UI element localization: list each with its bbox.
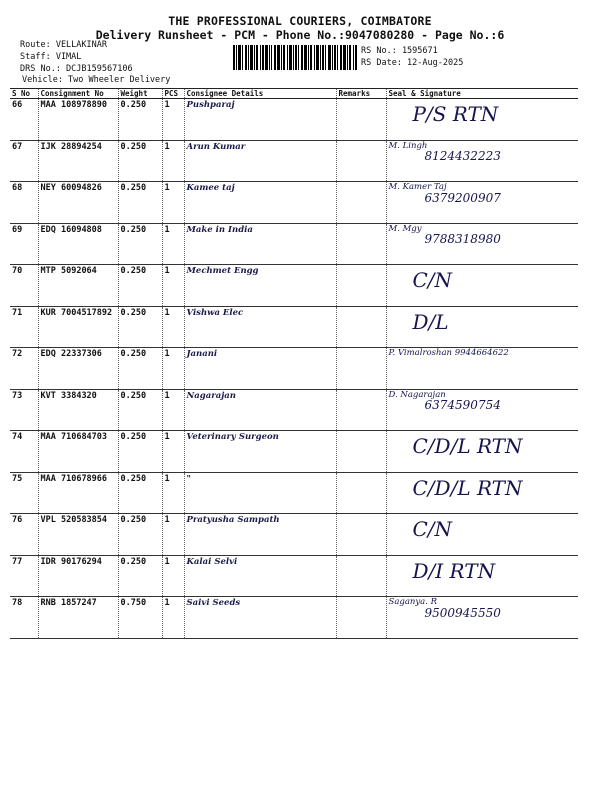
table-row (10, 182, 578, 224)
row-remarks (336, 182, 386, 224)
col-pcs: PCS (162, 89, 184, 99)
col-consignee: Consignee Details (184, 89, 336, 99)
signature-line: P/S RTN (412, 102, 499, 126)
row-signature (386, 223, 578, 265)
row-consignee: Janani (184, 348, 336, 390)
row-weight: 0.750 (118, 597, 162, 639)
row-pcs: 1 (162, 182, 184, 224)
row-consignee: Kamee taj (184, 182, 336, 224)
table-row (10, 265, 578, 307)
table-row (10, 555, 578, 597)
col-consignment: Consignment No (38, 89, 118, 99)
row-sno: 71 (10, 306, 38, 348)
row-remarks (336, 597, 386, 639)
row-pcs: 1 (162, 140, 184, 182)
runsheet-table (10, 88, 578, 639)
row-remarks (336, 389, 386, 431)
row-consignment-no: MAA 108978890 (38, 99, 118, 141)
row-signature (386, 265, 578, 307)
row-weight: 0.250 (118, 431, 162, 473)
row-consignee: Arun Kumar (184, 140, 336, 182)
row-remarks (336, 555, 386, 597)
company-title: THE PROFESSIONAL COURIERS, COIMBATORE (168, 14, 432, 28)
row-sno: 67 (10, 140, 38, 182)
row-consignee: Mechmet Engg (184, 265, 336, 307)
row-sno: 77 (10, 555, 38, 597)
col-sno: S No (10, 89, 38, 99)
row-weight: 0.250 (118, 514, 162, 556)
row-signature (386, 348, 578, 390)
runsheet-title: Delivery Runsheet - PCM - Phone No.:9047080280 - Page No.:6 (95, 28, 505, 42)
table-row (10, 472, 578, 514)
row-weight: 0.250 (118, 223, 162, 265)
signature-line: M. Lingh (388, 140, 428, 151)
row-pcs: 1 (162, 597, 184, 639)
row-weight: 0.250 (118, 140, 162, 182)
row-sno: 68 (10, 182, 38, 224)
row-pcs: 1 (162, 306, 184, 348)
row-pcs: 1 (162, 431, 184, 473)
drs-number: DRS No.: DCJB159567106 (20, 64, 133, 74)
row-weight: 0.250 (118, 348, 162, 390)
row-consignment-no: IDR 90176294 (38, 555, 118, 597)
row-weight: 0.250 (118, 265, 162, 307)
row-signature (386, 431, 578, 473)
barcode (232, 45, 358, 70)
row-signature (386, 389, 578, 431)
row-weight: 0.250 (118, 182, 162, 224)
table-row (10, 431, 578, 473)
vehicle-label: Vehicle: Two Wheeler Delivery (22, 75, 171, 85)
table-row (10, 99, 578, 141)
row-consignee: " (184, 472, 336, 514)
row-consignee: Make in India (184, 223, 336, 265)
row-consignment-no: KVT 3384320 (38, 389, 118, 431)
row-consignee: Saivi Seeds (184, 597, 336, 639)
rs-number: RS No.: 1595671 (361, 46, 438, 56)
col-signature: Seal & Signature (386, 89, 578, 99)
row-signature (386, 597, 578, 639)
signature-phone: 6374590754 (424, 398, 501, 413)
row-consignment-no: KUR 7004517892 (38, 306, 118, 348)
row-sno: 76 (10, 514, 38, 556)
row-consignment-no: NEY 60094826 (38, 182, 118, 224)
row-consignment-no: EDQ 22337306 (38, 348, 118, 390)
row-remarks (336, 265, 386, 307)
signature-line: M. Kamer Taj (388, 182, 447, 192)
table-row (10, 389, 578, 431)
row-consignment-no: MTP 5092064 (38, 265, 118, 307)
row-pcs: 1 (162, 555, 184, 597)
col-remarks: Remarks (336, 89, 386, 99)
row-remarks (336, 472, 386, 514)
row-pcs: 1 (162, 223, 184, 265)
row-sno: 72 (10, 348, 38, 390)
table-row (10, 514, 578, 556)
row-sno: 78 (10, 597, 38, 639)
row-consignee: Pushparaj (184, 99, 336, 141)
signature-phone: 9500945550 (424, 605, 501, 620)
row-pcs: 1 (162, 389, 184, 431)
row-weight: 0.250 (118, 99, 162, 141)
row-consignment-no: MAA 710684703 (38, 431, 118, 473)
row-weight: 0.250 (118, 306, 162, 348)
staff-label: Staff: VIMAL (20, 52, 82, 62)
signature-phone: 9788318980 (424, 232, 501, 247)
row-pcs: 1 (162, 472, 184, 514)
row-remarks (336, 140, 386, 182)
signature-line: D/L (412, 309, 449, 334)
row-signature (386, 99, 578, 141)
table-row (10, 223, 578, 265)
row-consignment-no: RNB 1857247 (38, 597, 118, 639)
table-header-row (10, 89, 578, 99)
row-weight: 0.250 (118, 389, 162, 431)
row-consignee: Kalai Selvi (184, 555, 336, 597)
rs-date: RS Date: 12-Aug-2025 (361, 58, 464, 68)
row-signature (386, 514, 578, 556)
row-remarks (336, 431, 386, 473)
signature-line: C/N (412, 517, 453, 541)
row-pcs: 1 (162, 99, 184, 141)
row-consignee: Vishwa Elec (184, 306, 336, 348)
row-signature (386, 306, 578, 348)
row-sno: 75 (10, 472, 38, 514)
row-pcs: 1 (162, 514, 184, 556)
row-remarks (336, 514, 386, 556)
signature-line: Saganya. R (388, 597, 438, 607)
row-remarks (336, 99, 386, 141)
row-sno: 66 (10, 99, 38, 141)
row-sno: 70 (10, 265, 38, 307)
signature-line: C/D/L RTN (412, 475, 523, 500)
table-row (10, 140, 578, 182)
row-consignee: Nagarajan (184, 389, 336, 431)
col-weight: Weight (118, 89, 162, 99)
signature-line: P. Vimalroshan 9944664622 (388, 348, 509, 358)
row-remarks (336, 223, 386, 265)
row-consignee: Veterinary Surgeon (184, 431, 336, 473)
row-consignment-no: EDQ 16094808 (38, 223, 118, 265)
row-sno: 73 (10, 389, 38, 431)
row-sno: 69 (10, 223, 38, 265)
signature-line: M. Mgy (388, 223, 422, 234)
signature-line: C/N (412, 268, 453, 292)
row-pcs: 1 (162, 265, 184, 307)
row-consignment-no: MAA 710678966 (38, 472, 118, 514)
row-signature (386, 555, 578, 597)
signature-line: C/D/L RTN (412, 434, 523, 458)
row-consignment-no: IJK 28894254 (38, 140, 118, 182)
table-body (10, 99, 578, 639)
row-remarks (336, 348, 386, 390)
table-row (10, 348, 578, 390)
table-row (10, 306, 578, 348)
route-label: Route: VELLAKINAR (20, 40, 107, 50)
row-signature (386, 472, 578, 514)
signature-phone: 8124432223 (424, 149, 501, 164)
row-consignee: Pratyusha Sampath (184, 514, 336, 556)
row-sno: 74 (10, 431, 38, 473)
row-weight: 0.250 (118, 472, 162, 514)
row-signature (386, 182, 578, 224)
signature-line: D. Nagarajan (388, 389, 446, 400)
signature-phone: 6379200907 (424, 190, 501, 205)
table-row (10, 597, 578, 639)
row-pcs: 1 (162, 348, 184, 390)
row-consignment-no: VPL 520583854 (38, 514, 118, 556)
row-weight: 0.250 (118, 555, 162, 597)
signature-line: D/I RTN (412, 558, 496, 583)
row-signature (386, 140, 578, 182)
row-remarks (336, 306, 386, 348)
